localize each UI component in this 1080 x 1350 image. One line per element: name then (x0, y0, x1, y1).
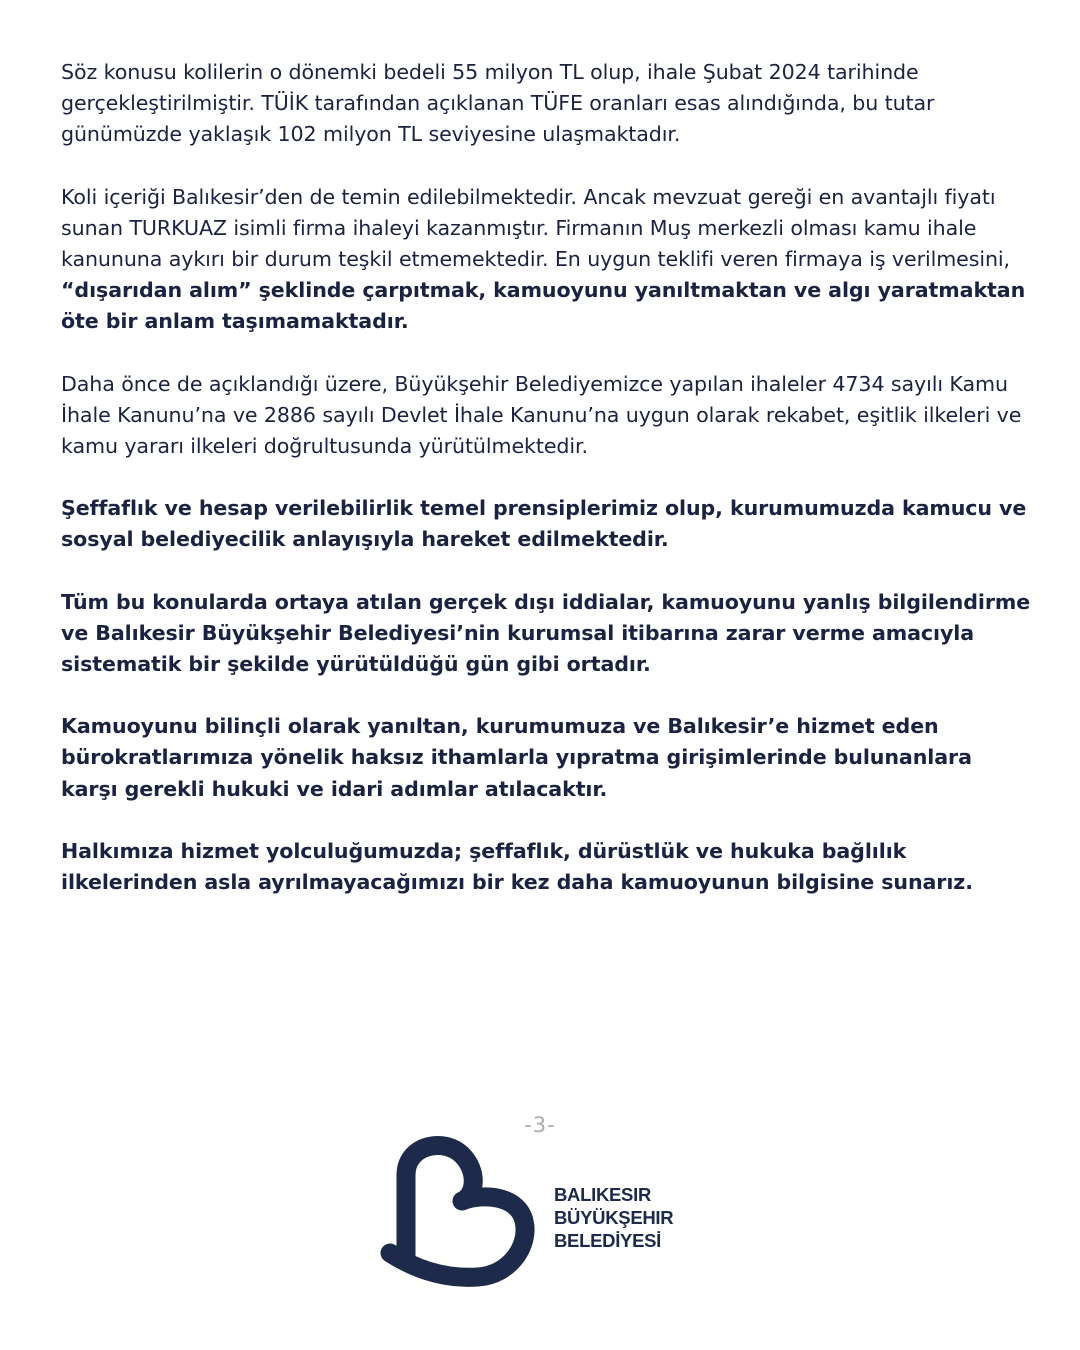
logo-line-3: BELEDİYESİ (554, 1230, 661, 1251)
heart-b-logo-icon (378, 1135, 538, 1295)
paragraph-supplier-bold: “dışarıdan alım” şeklinde çarpıtmak, kamuoyunu yanıltmaktan ve algı yaratmaktan öte bir anlam taşımamaktadır. (61, 278, 1026, 334)
paragraph-cost: Söz konusu kolilerin o dönemki bedeli 55 milyon TL olup, ihale Şubat 2024 tarihinde gerçekleştirilmiştir. TÜİK tarafından açıklanan TÜFE oranları esas alındığında, bu tutar günümüzde yaklaşık 102 milyon TL seviyesine ulaşmaktadır. (61, 60, 935, 147)
paragraph-supplier (61, 182, 1031, 338)
logo-wordmark (554, 1183, 673, 1252)
paragraph-transparency: Şeffaflık ve hesap verilebilirlik temel prensiplerimiz olup, kurumumuzda kamucu ve sosyal belediyecilik anlayışıyla hareket edilmektedir. (61, 496, 1027, 552)
paragraph-supplier-regular: Koli içeriği Balıkesir’den de temin edilebilmektedir. Ancak mevzuat gereği en avantajlı fiyatı sunan TURKUAZ isimli firma ihaleyi kazanmıştır. Firmanın Muş merkezli olması kamu ihale kanununa aykırı bir durum teşkil etmemektedir. En uygun teklifi veren firmaya iş verilmesini, (61, 184, 1011, 272)
paragraph-tender-law: Daha önce de açıklandığı üzere, Büyükşehir Belediyemizce yapılan ihaleler 4734 sayılı Kamu İhale Kanunu’na ve 2886 sayılı Devlet İhale Kanunu’na uygun olarak rekabet, eşitlik ilkeleri ve kamu yararı ilkeleri doğrultusunda yürütülmektedir. (61, 371, 1022, 459)
paragraph-legal-steps: Kamuoyunu bilinçli olarak yanıltan, kurumumuza ve Balıkesir’e hizmet eden bürokratlarımıza yönelik haksız ithamlarla yıpratma girişimlerinde bulunanlara karşı gerekli hukuki ve idari adımlar atılacaktır. (61, 714, 972, 801)
page-number: -3- (524, 1113, 556, 1137)
paragraph-false-claims: Tüm bu konularda ortaya atılan gerçek dışı iddialar, kamuoyunu yanlış bilgilendirme ve Balıkesir Büyükşehir Belediyesi’nin kurumsal itibarına zarar verme amacıyla sistematik bir şekilde yürütüldüğü gün gibi ortadır. (61, 589, 1031, 677)
logo-line-1: BALIKESIR (554, 1184, 651, 1205)
logo-line-2: BÜYÜKŞEHIR (554, 1207, 674, 1228)
municipality-logo (378, 1135, 698, 1295)
paragraph-closing: Halkımıza hizmet yolculuğumuzda; şeffaflık, dürüstlük ve hukuka bağlılık ilkelerinden asla ayrılmayacağımızı bir kez daha kamuoyunun bilgisine sunarız. (61, 838, 973, 895)
document-body (61, 57, 1031, 929)
